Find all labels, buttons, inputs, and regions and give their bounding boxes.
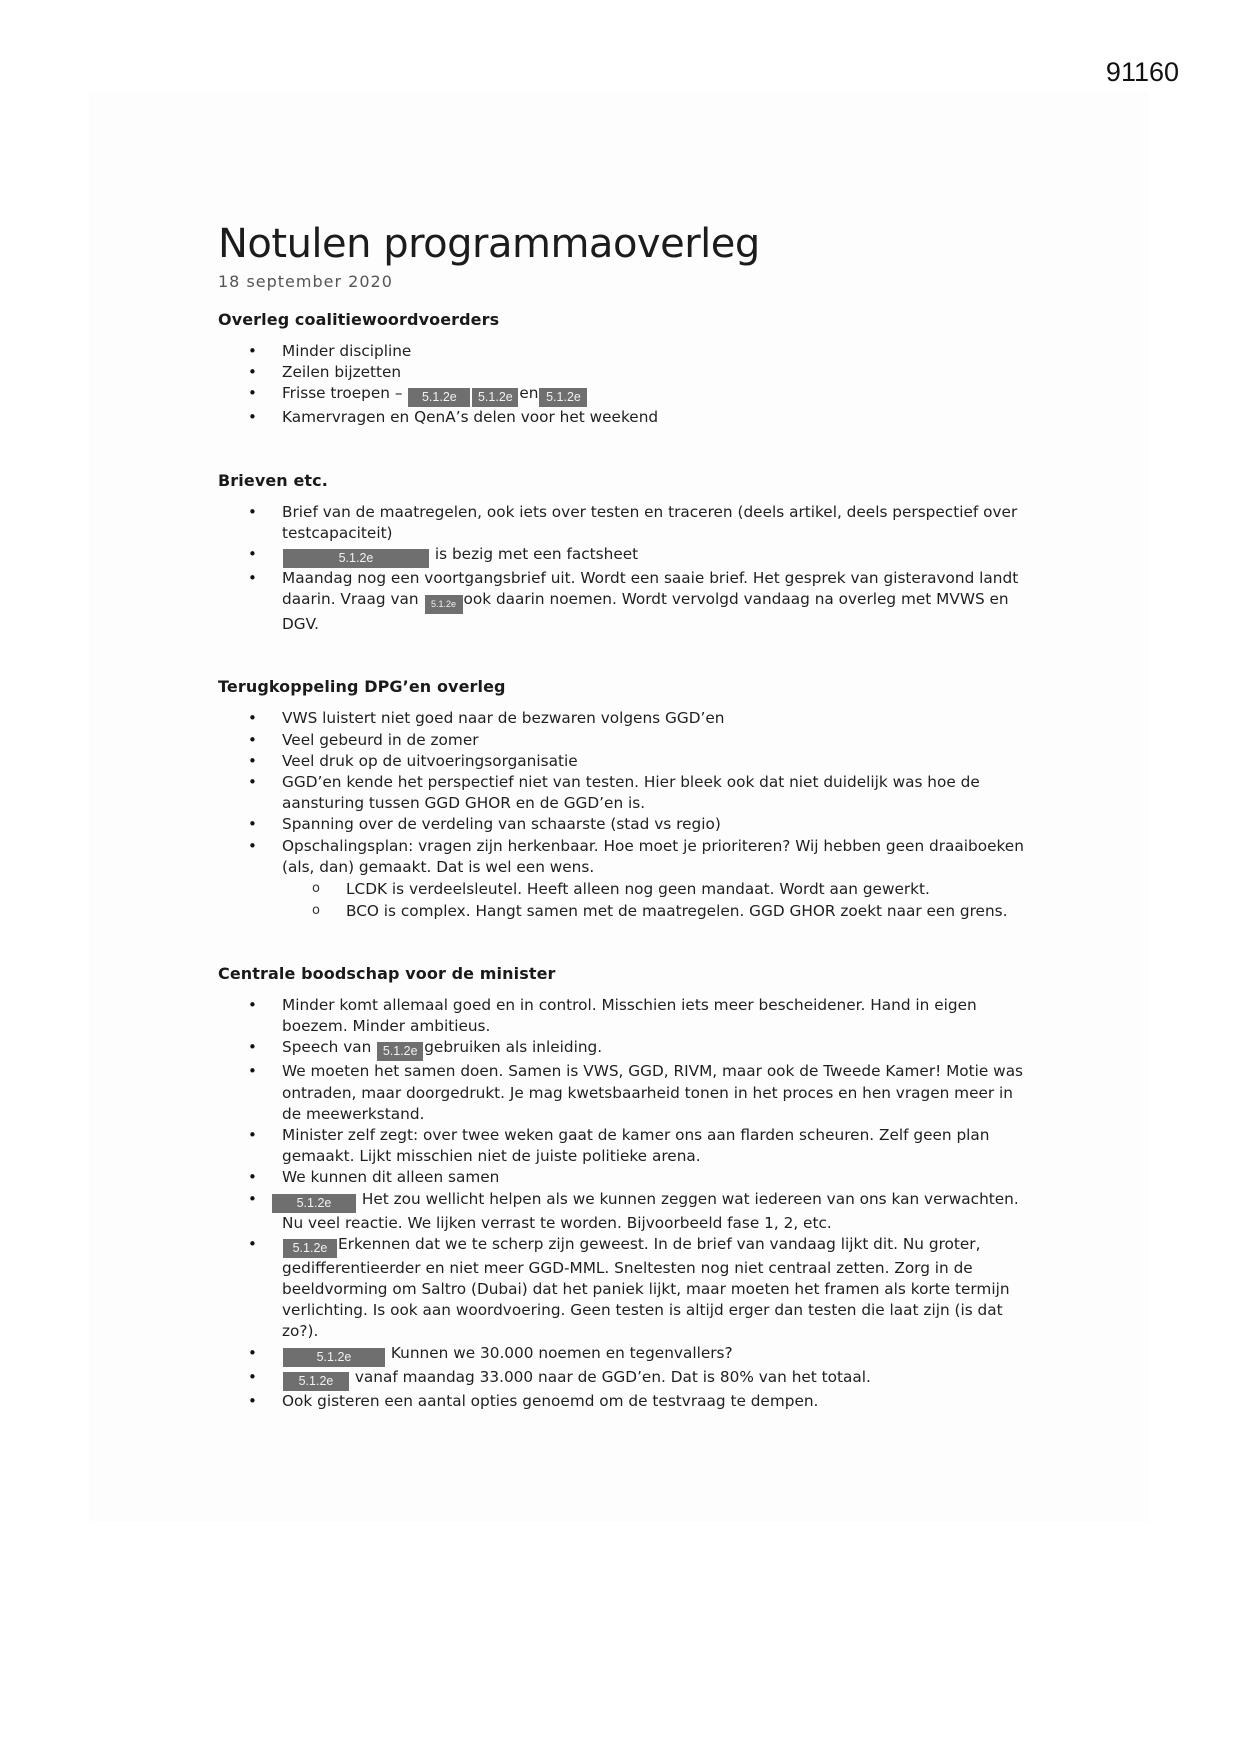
- section-heading: Brieven etc.: [218, 470, 328, 490]
- item-text: Speech van: [282, 1038, 372, 1057]
- section-heading: Centrale boodschap voor de minister: [218, 964, 556, 984]
- list-item: • We kunnen dit alleen samen: [218, 1167, 1028, 1188]
- list-item: • Spanning over de verdeling van schaarste (stad vs regio): [218, 814, 1028, 835]
- bullet-list: [218, 341, 1028, 429]
- meeting-date: 18 september 2020: [218, 272, 393, 291]
- list-item: • Ook gisteren een aantal opties genoemd om de testvraag te dempen.: [218, 1391, 1028, 1412]
- document-content: [218, 220, 1028, 1412]
- list-item: [218, 1343, 1028, 1367]
- redaction-box: 5.1.2e: [472, 388, 518, 407]
- item-text: Frisse troepen –: [282, 384, 403, 403]
- redaction-box: 5.1.2e: [408, 388, 470, 407]
- section-coalitiewoordvoerders: [218, 310, 1028, 429]
- redaction-box: 5.1.2e: [377, 1042, 423, 1061]
- sub-list-item: o LCDK is verdeelsleutel. Heeft alleen nog geen mandaat. Wordt aan gewerkt.: [282, 878, 1028, 900]
- redaction-box: 5.1.2e: [272, 1194, 356, 1213]
- list-item: • Brief van de maatregelen, ook iets over testen en traceren (deels artikel, deels perspectief over testcapaciteit): [218, 502, 1028, 544]
- item-text: Maandag nog een voortgangsbrief uit. Wordt een saaie brief. Het gesprek van gisteravond landt daarin. Vraag van: [282, 569, 1019, 609]
- bullet-list: [218, 708, 1028, 922]
- item-text: Het zou wellicht helpen als we kunnen zeggen wat iedereen van ons kan verwachten. Nu veel reactie. We lijken verrast te worden. Bijvoorbeeld fase 1, 2, etc.: [282, 1189, 1019, 1232]
- list-item: [218, 568, 1028, 635]
- redaction-box: 5.1.2e: [283, 1239, 337, 1258]
- page-title: Notulen programmaoverleg: [218, 221, 760, 267]
- list-item: [218, 1189, 1028, 1234]
- section-heading: Overleg coalitiewoordvoerders: [218, 310, 500, 329]
- list-item: • VWS luistert niet goed naar de bezwaren volgens GGD’en: [218, 708, 1028, 729]
- redaction-box: 5.1.2e: [283, 1348, 385, 1367]
- list-item: • Zeilen bijzetten: [218, 362, 1028, 383]
- item-text: Kunnen we 30.000 noemen en tegenvallers?: [390, 1343, 733, 1362]
- list-item: • Veel druk op de uitvoeringsorganisatie: [218, 751, 1028, 772]
- list-item: • Minister zelf zegt: over twee weken gaat de kamer ons aan flarden scheuren. Zelf geen plan gemaakt. Lijkt misschien niet de juiste politieke arena.: [218, 1125, 1028, 1167]
- list-item: • Minder discipline: [218, 341, 1028, 362]
- list-item: • We moeten het samen doen. Samen is VWS, GGD, RIVM, maar ook de Tweede Kamer! Motie was ontraden, maar doorgedrukt. Je mag kwetsbaarheid tonen in het proces en hen vragen meer in de meewerkstand.: [218, 1061, 1028, 1125]
- list-item: [218, 544, 1028, 568]
- bullet-list: [218, 995, 1028, 1412]
- list-item: [218, 836, 1028, 922]
- list-item: • Veel gebeurd in de zomer: [218, 730, 1028, 751]
- document-number: 91160: [1105, 57, 1179, 87]
- item-text: gebruiken als inleiding.: [424, 1038, 603, 1057]
- section-dpg-overleg: [218, 677, 1028, 922]
- item-text: Opschalingsplan: vragen zijn herkenbaar. Hoe moet je prioriteren? Wij hebben geen draaiboeken (als, dan) gemaakt. Dat is wel een wens.: [282, 836, 1024, 876]
- list-item: [218, 1037, 1028, 1061]
- section-centrale-boodschap: [218, 964, 1028, 1412]
- section-brieven: [218, 471, 1028, 636]
- item-text: vanaf maandag 33.000 naar de GGD’en. Dat is 80% van het totaal.: [354, 1367, 871, 1386]
- list-item: • Kamervragen en QenA’s delen voor het weekend: [218, 407, 1028, 428]
- item-text: is bezig met een factsheet: [434, 545, 639, 564]
- list-item: [218, 383, 1028, 407]
- section-heading: Terugkoppeling DPG’en overleg: [218, 677, 506, 697]
- item-text: ook daarin noemen. Wordt vervolgd vandaag na overleg met MVWS en DGV.: [282, 590, 1009, 634]
- item-text: Erkennen dat we te scherp zijn geweest. In de brief van vandaag lijkt dit. Nu groter, gedifferentieerder en niet meer GGD-MML. Sneltesten nog niet centraal zetten. Zorg in de beeldvorming om Saltro (Dubai) dat het paniek lijkt, maar moeten het framen als korte termijn verlichting. Is ook aan woordvoering. Geen testen is altijd erger dan testen die laat zijn (is dat zo?).: [282, 1234, 1010, 1341]
- redaction-box: 5.1.2e: [539, 388, 587, 407]
- sub-list-item: o BCO is complex. Hangt samen met de maatregelen. GGD GHOR zoekt naar een grens.: [282, 900, 1028, 922]
- item-text: en: [519, 384, 539, 403]
- redaction-box: 5.1.2e: [283, 549, 429, 568]
- redaction-box: 5.1.2e: [283, 1372, 349, 1391]
- bullet-list: [218, 502, 1028, 636]
- sub-list: [282, 878, 1028, 922]
- list-item: • GGD’en kende het perspectief niet van testen. Hier bleek ook dat niet duidelijk was hoe de aansturing tussen GGD GHOR en de GGD’en is.: [218, 772, 1028, 814]
- redaction-box: 5.1.2e: [425, 595, 463, 614]
- list-item: [218, 1367, 1028, 1391]
- list-item: [218, 1234, 1028, 1343]
- list-item: • Minder komt allemaal goed en in control. Misschien iets meer bescheidener. Hand in eigen boezem. Minder ambitieus.: [218, 995, 1028, 1037]
